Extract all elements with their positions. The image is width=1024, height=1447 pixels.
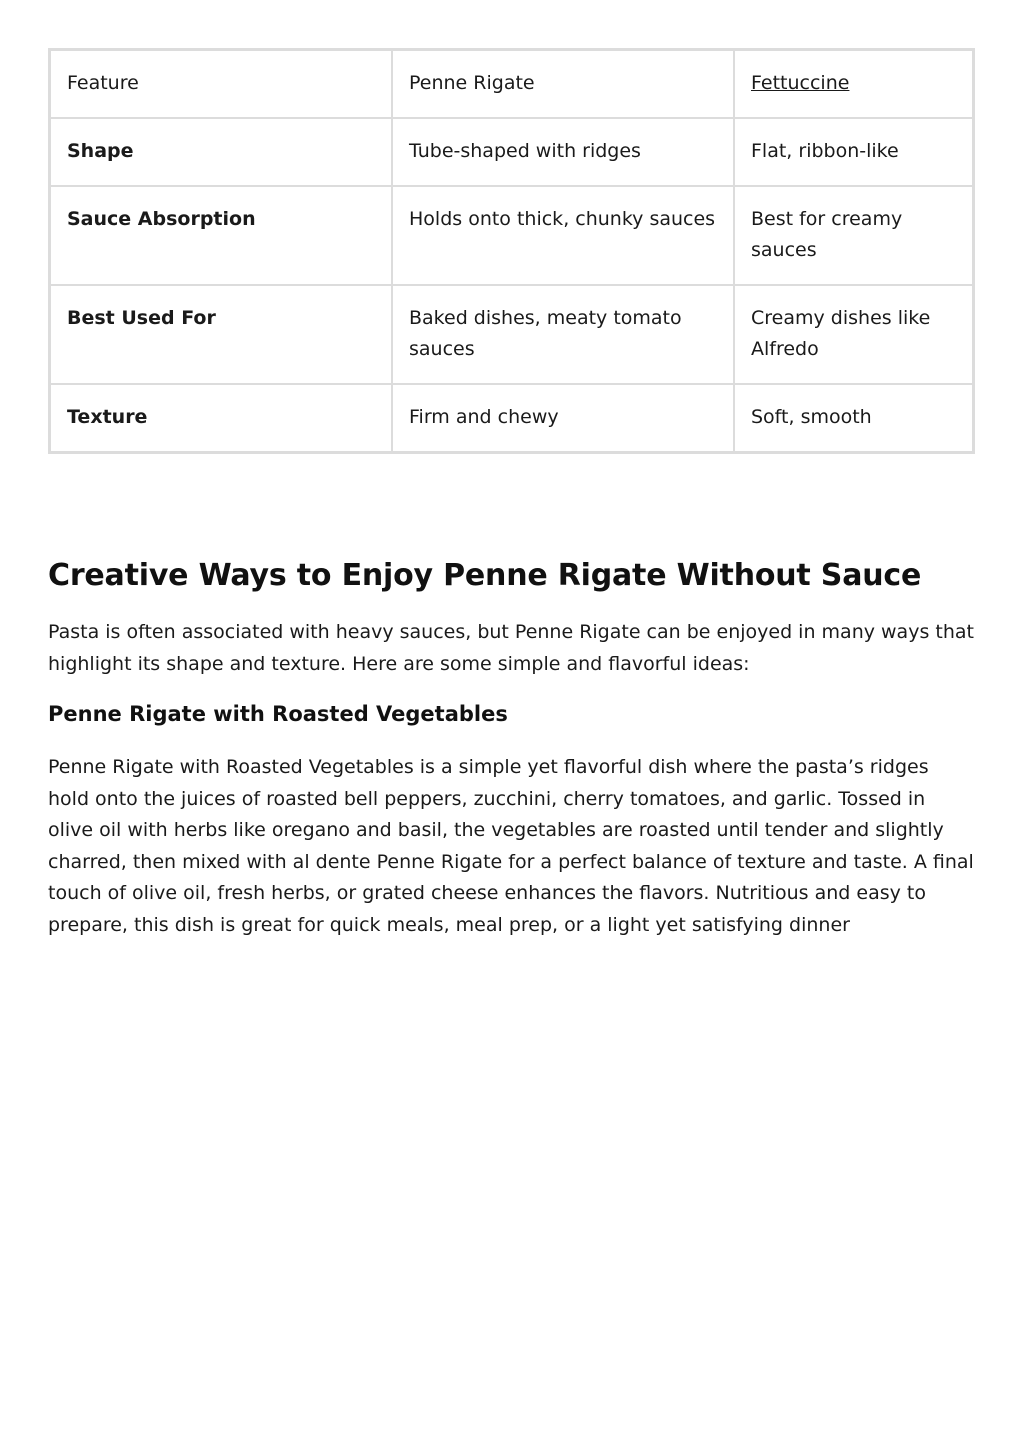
document-page [48,48,975,936]
row-label: Sauce Absorption [50,186,393,285]
table-header-cell: Feature [50,50,393,119]
body-paragraph: Penne Rigate with Roasted Vegetables is a simple yet flavorful dish where the pasta’s ridges hold onto the juices of roasted bell peppers, zucchini, cherry tomatoes, and garlic. Tossed in olive oil with herbs like oregano and basil, the vegetables are roasted until tender and slightly charred, then mixed with al dente Penne Rigate for a perfect balance of texture and taste. A final touch of olive oil, fresh herbs, or grated cheese enhances the flavors. Nutritious and easy to prepare, this dish is great for quick meals, meal prep, or a light yet satisfying dinner [48,756,974,936]
table-cell: Tube-shaped with ridges [392,118,734,186]
intro-paragraph: Pasta is often associated with heavy sauces, but Penne Rigate can be enjoyed in many ways that highlight its shape and texture. Here are some simple and flavorful ideas: [48,621,974,675]
table-row [50,186,974,285]
table-cell: Soft, smooth [734,384,974,453]
table-row [50,118,974,186]
table-cell: Best for creamy sauces [734,186,974,285]
table-header-row [50,50,974,119]
table-cell: Firm and chewy [392,384,734,453]
table-cell: Holds onto thick, chunky sauces [392,186,734,285]
row-label: Texture [50,384,393,453]
row-label: Best Used For [50,285,393,384]
table-row [50,384,974,453]
comparison-table [48,48,975,454]
subsection-heading: Penne Rigate with Roasted Vegetables [48,702,508,726]
fettuccine-header-link[interactable]: Fettuccine [751,72,850,94]
table-header-cell [734,50,974,119]
table-row [50,285,974,384]
table-header-cell: Penne Rigate [392,50,734,119]
row-label: Shape [50,118,393,186]
table-cell: Flat, ribbon-like [734,118,974,186]
section-heading: Creative Ways to Enjoy Penne Rigate Without Sauce [48,558,922,593]
table-cell: Baked dishes, meaty tomato sauces [392,285,734,384]
table-cell: Creamy dishes like Alfredo [734,285,974,384]
